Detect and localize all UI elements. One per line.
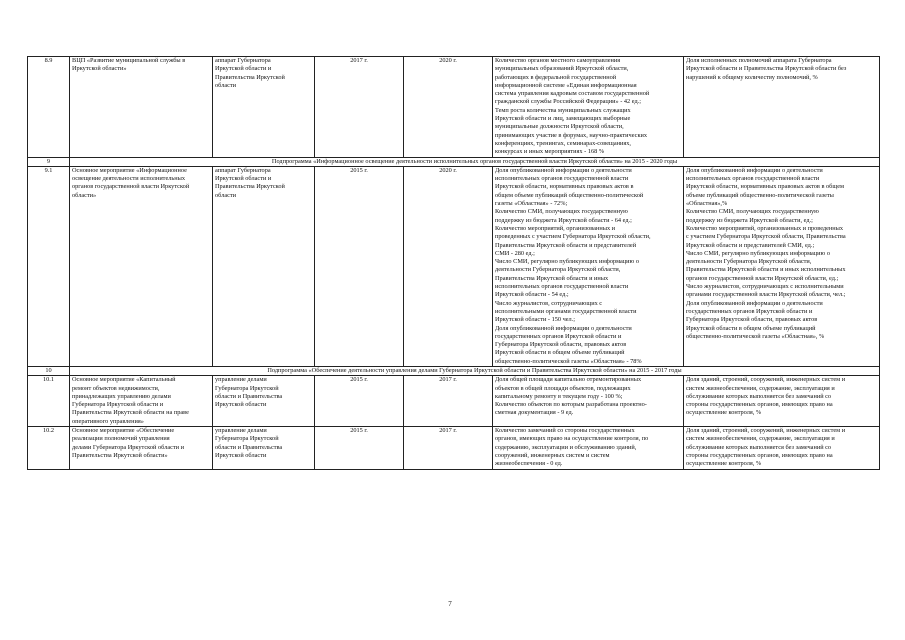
indicators-line: Иркутской области, нормативных правовых актов в [495, 183, 634, 191]
executor-line: области [215, 81, 237, 89]
measure-name-line: Основное мероприятие «Обеспечение [72, 427, 175, 435]
program-table-body [28, 57, 880, 470]
end-year: 2017 г. [404, 427, 493, 469]
results-line: осуществление контроля, % [686, 409, 762, 417]
measure-name-line: области» [72, 191, 97, 199]
results [684, 57, 880, 158]
indicators-line: гражданской службы Российской Федерации» - 42 ед.; [495, 98, 641, 106]
measure-name-line: ремонт объектов недвижимости, [72, 384, 160, 392]
indicators-line: исполнительных органов государственной власти [495, 175, 629, 183]
measure-name [70, 427, 213, 469]
results [684, 166, 880, 366]
results-line: деятельности Губернатора Иркутской области, [686, 258, 812, 266]
results-line: государственных органов Иркутской области и [686, 307, 813, 315]
indicators-line: Правительства Иркутской области и иных [495, 274, 609, 282]
row-number: 8.9 [28, 57, 70, 158]
start-year: 2015 г. [315, 376, 404, 427]
results-line: Доля опубликованной информации о деятельности [686, 166, 823, 174]
indicators-line: поддержку из бюджета Иркутской области - 64 ед.; [495, 216, 632, 224]
executor-line: управление делами [215, 376, 267, 384]
results [684, 376, 880, 427]
indicators-line: деятельности Губернатора Иркутской области, [495, 266, 621, 274]
executor-line: области и Правительства [215, 392, 283, 400]
indicators-line: работающих в федеральной государственной [495, 73, 617, 81]
indicators-line: Количество замечаний со стороны государственных [495, 427, 635, 435]
indicators-line: проведенных с участием Губернатора Иркутской области, [495, 233, 651, 241]
end-year: 2020 г. [404, 57, 493, 158]
results-line: с участием Губернатора Иркутской области, Правительства [686, 233, 846, 241]
indicators-line: Иркутской области - 54 ед.; [495, 291, 569, 299]
results-line: Количество СМИ, получающих государственную [686, 208, 819, 216]
indicators-line: органов, имеющих право на осуществление контроля, по [495, 435, 649, 443]
row-number: 10.1 [28, 376, 70, 427]
results-line: систем жизнеобеспечения, содержание, эксплуатация и [686, 384, 835, 392]
subprogram-title: Подпрограмма «Обеспечение деятельности управления делами Губернатора Иркутской области и Правительства Иркутской области» на 2015 - 2017 годы [70, 366, 880, 375]
end-year: 2020 г. [404, 166, 493, 366]
results-line: исполнительных органов государственной власти [686, 175, 820, 183]
indicators [493, 57, 684, 158]
table-row [28, 376, 880, 427]
indicators-line: жизнеобеспечения - 0 ед. [495, 460, 563, 468]
measure-name-line: Основное мероприятие «Информационное [72, 166, 187, 174]
indicators-line: Доля опубликованной информации о деятельности [495, 166, 632, 174]
indicators-line: система управления кадровым составом государственной [495, 90, 650, 98]
table-row [28, 166, 880, 366]
results-line: Иркутской области и представителей СМИ, ед.; [686, 241, 815, 249]
executor-line: аппарат Губернатора [215, 57, 271, 64]
results-line: Число СМИ, регулярно публикующих информацию о [686, 249, 830, 257]
indicators-line: общественно-политической газеты «Областная» - 78% [495, 357, 642, 365]
executor-line: Губернатора Иркутской [215, 384, 279, 392]
measure-name-line: принадлежащих управлению делами [72, 392, 171, 400]
indicators-line: Доля общей площади капитально отремонтированных [495, 376, 642, 384]
measure-name-line: Правительства Иркутской области» [72, 451, 168, 459]
indicators-line: капитальному ремонту в текущем году - 100 %; [495, 392, 623, 400]
indicators-line: Количество органов местного самоуправления [495, 57, 621, 64]
results-line: поддержку из бюджета Иркутской области, ед.; [686, 216, 813, 224]
indicators-line: газеты «Областная» - 72%; [495, 200, 568, 208]
measure-name-line: Основное мероприятие «Капитальный [72, 376, 176, 384]
indicators-line: сметная документация - 9 ед. [495, 409, 574, 417]
indicators-line: Количество СМИ, получающих государственную [495, 208, 628, 216]
results-line: объеме публикаций общественно-политической газеты [686, 191, 834, 199]
results-line: Число журналистов, сотрудничающих с исполнительными [686, 283, 844, 291]
executor-line: Губернатора Иркутской [215, 435, 279, 443]
row-number: 10 [28, 366, 70, 375]
indicators-line: Иркутской области в общем объеме публикаций [495, 349, 625, 357]
results-line: Иркутской области в общем объеме публикаций [686, 324, 816, 332]
indicators-line: объектов в общей площади объектов, подлежащих [495, 384, 631, 392]
program-table [27, 56, 880, 470]
executor [213, 57, 315, 158]
results [684, 427, 880, 469]
indicators-line: содержанию, эксплуатации и обслуживанию зданий, [495, 443, 637, 451]
page-number: 7 [448, 600, 452, 608]
indicators [493, 376, 684, 427]
results-line: стороны государственных органов, имеющих право на [686, 451, 833, 459]
results-line: Доля опубликованной информации о деятельности [686, 299, 823, 307]
start-year: 2015 г. [315, 427, 404, 469]
executor-line: управление делами [215, 427, 267, 435]
executor [213, 166, 315, 366]
measure-name [70, 166, 213, 366]
measure-name-line: Губернатора Иркутской области и [72, 401, 164, 409]
executor [213, 427, 315, 469]
results-line: систем жизнеобеспечения, содержание, эксплуатация и [686, 435, 835, 443]
subprogram-row [28, 366, 880, 375]
measure-name-line: Иркутской области» [72, 65, 127, 73]
indicators-line: Иркутской области - 150 чел.; [495, 316, 576, 324]
indicators [493, 427, 684, 469]
results-line: обслуживание которых выполняется без замечаний со [686, 392, 832, 400]
indicators-line: Доля опубликованной информации о деятельности [495, 324, 632, 332]
executor-line: Иркутской области [215, 451, 267, 459]
measure-name-line: органов государственной власти Иркутской [72, 183, 190, 191]
executor-line: Иркутской области и [215, 65, 272, 73]
indicators-line: Иркутской области и лиц, замещающих выборные [495, 115, 631, 123]
indicators-line: общем объеме публикаций общественно-политической [495, 191, 644, 199]
indicators-line: Количество мероприятий, организованных и [495, 224, 616, 232]
results-line: Доля исполненных полномочий аппарата Губернатора [686, 57, 832, 64]
indicators-line: Правительства Иркутской области и представителей [495, 241, 637, 249]
table-row [28, 427, 880, 469]
results-line: Доля зданий, строений, сооружений, инженерных систем и [686, 376, 846, 384]
results-line: органами государственной власти Иркутской области, чел.; [686, 291, 846, 299]
subprogram-title: Подпрограмма «Информационное освещение деятельности исполнительных органов государственной власти Иркутской области» на 2015 - 2020 годы [70, 157, 880, 166]
indicators-line: Число СМИ, регулярно публикующих информацию о [495, 258, 639, 266]
indicators-line: принимающих участие в форумах, научно-практических [495, 131, 648, 139]
row-number: 9.1 [28, 166, 70, 366]
results-line: общественно-политической газеты «Областная», % [686, 332, 825, 340]
executor-line: области [215, 191, 237, 199]
start-year: 2017 г. [315, 57, 404, 158]
end-year: 2017 г. [404, 376, 493, 427]
indicators-line: сооружений, инженерных систем и систем [495, 451, 610, 459]
results-line: «Областная»,% [686, 200, 728, 208]
measure-name-line: делами Губернатора Иркутской области и [72, 443, 184, 451]
executor-line: аппарат Губернатора [215, 166, 271, 174]
results-line: Количество мероприятий, организованных и проведенных [686, 224, 844, 232]
indicators-line: Число журналистов, сотрудничающих с [495, 299, 603, 307]
measure-name-line: оперативного управления» [72, 417, 144, 425]
measure-name-line: Правительства Иркутской области на праве [72, 409, 189, 417]
results-line: нарушений к общему количеству полномочий, % [686, 73, 818, 81]
results-line: Доля зданий, строений, сооружений, инженерных систем и [686, 427, 846, 435]
executor-line: Иркутской области и [215, 175, 272, 183]
table-row [28, 57, 880, 158]
indicators-line: исполнительными органами государственной власти [495, 307, 637, 315]
start-year: 2015 г. [315, 166, 404, 366]
indicators [493, 166, 684, 366]
executor-line: Правительства Иркутской [215, 183, 285, 191]
indicators-line: муниципальные должности Иркутской области, [495, 123, 624, 131]
executor-line: Иркутской области [215, 401, 267, 409]
indicators-line: конкурсах и иных мероприятиях - 168 % [495, 148, 605, 156]
results-line: Губернатора Иркутской области, правовых актов [686, 316, 818, 324]
results-line: Иркутской области и Правительства Иркутской области без [686, 65, 847, 73]
results-line: осуществление контроля, % [686, 460, 762, 468]
results-line: органов государственной власти Иркутской области, ед.; [686, 274, 839, 282]
executor [213, 376, 315, 427]
results-line: Иркутской области, нормативных правовых актов в общем [686, 183, 845, 191]
subprogram-row [28, 157, 880, 166]
results-line: Правительства Иркутской области и иных исполнительных [686, 266, 846, 274]
row-number: 10.2 [28, 427, 70, 469]
indicators-line: государственных органов Иркутской области и [495, 332, 622, 340]
executor-line: Правительства Иркутской [215, 73, 285, 81]
measure-name-line: реализации полномочий управления [72, 435, 170, 443]
row-number: 9 [28, 157, 70, 166]
measure-name [70, 57, 213, 158]
measure-name-line: ВЦП «Развитие муниципальной службы в [72, 57, 186, 64]
indicators-line: Губернатора Иркутской области, правовых актов [495, 341, 627, 349]
indicators-line: муниципальных образований Иркутской области, [495, 65, 629, 73]
measure-name [70, 376, 213, 427]
results-line: обслуживание которых выполняется без замечаний со [686, 443, 832, 451]
indicators-line: конференциях, тренингах, семинарах-совещаниях, [495, 139, 631, 147]
measure-name-line: освещение деятельности исполнительных [72, 175, 185, 183]
indicators-line: Количество объектов по которым разработана проектно- [495, 401, 647, 409]
indicators-line: исполнительных органов государственной власти [495, 283, 629, 291]
executor-line: области и Правительства [215, 443, 283, 451]
indicators-line: Темп роста количества муниципальных служащих [495, 106, 631, 114]
results-line: стороны государственных органов, имеющих право на [686, 401, 833, 409]
indicators-line: СМИ - 280 ед.; [495, 249, 535, 257]
indicators-line: информационной системе «Единая информационная [495, 81, 637, 89]
